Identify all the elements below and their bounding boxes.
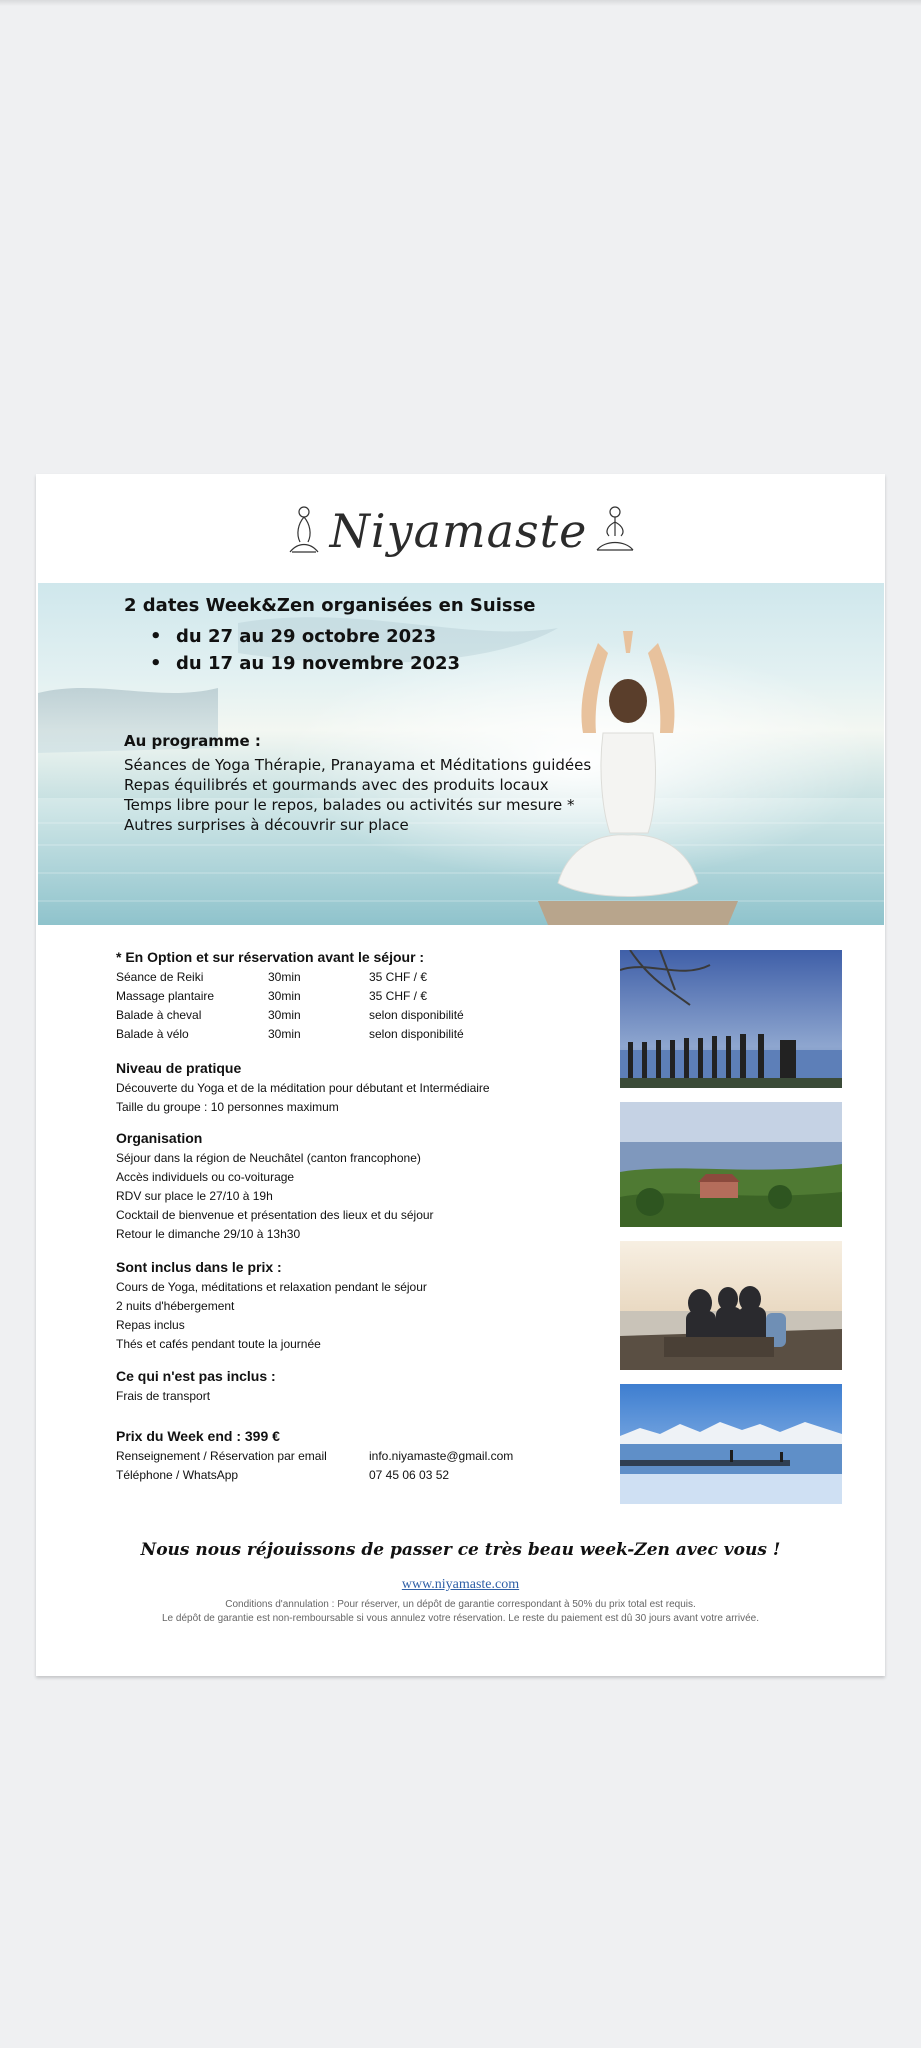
included-line: Repas inclus [116, 1318, 185, 1332]
organisation-section [116, 1129, 434, 1244]
top-shadow [0, 0, 921, 6]
photo-group-yoga [620, 950, 842, 1088]
option-name: Balade à vélo [116, 1027, 189, 1041]
photo-group-sunset [620, 1241, 842, 1370]
options-section [116, 948, 464, 1044]
included-section [116, 1258, 427, 1354]
level-title: Niveau de pratique [116, 1060, 242, 1076]
options-title: * En Option et sur réservation avant le séjour : [116, 949, 425, 965]
date-item: • du 17 au 19 novembre 2023 [124, 650, 591, 677]
option-row [116, 968, 464, 987]
website [36, 1577, 885, 1593]
program-item: Séances de Yoga Thérapie, Pranayama et Méditations guidées [124, 756, 592, 774]
date-item: • du 27 au 29 octobre 2023 [124, 623, 591, 650]
included-line: Cours de Yoga, méditations et relaxation pendant le séjour [116, 1280, 427, 1294]
level-line: Taille du groupe : 10 personnes maximum [116, 1100, 339, 1114]
option-row [116, 987, 464, 1006]
option-name: Séance de Reiki [116, 970, 204, 984]
contact-row [116, 1447, 513, 1466]
flyer-page [36, 474, 885, 1676]
option-price: 35 CHF / € [369, 970, 428, 984]
not-included-line: Frais de transport [116, 1389, 211, 1403]
option-duration: 30min [268, 989, 301, 1003]
website-link[interactable]: www.niyamaste.com [401, 1577, 520, 1592]
organisation-line: Accès individuels ou co-voiturage [116, 1170, 295, 1184]
date-list [124, 623, 591, 677]
fine-print-line: Le dépôt de garantie est non-remboursable si vous annulez votre réservation. Le reste du paiement est dû 30 jours avant votre arrivée. [161, 1613, 760, 1624]
contact-row [116, 1466, 513, 1485]
photo-landscape-neuchatel [620, 1102, 842, 1227]
program-item: Repas équilibrés et gourmands avec des produits locaux [124, 776, 549, 794]
option-duration: 30min [268, 1008, 301, 1022]
closing-message: Nous nous réjouissons de passer ce très beau week-Zen avec vous ! [140, 1540, 781, 1560]
price-section [116, 1427, 513, 1485]
contact-email[interactable]: info.niyamaste@gmail.com [369, 1449, 514, 1463]
organisation-line: Séjour dans la région de Neuchâtel (canton francophone) [116, 1151, 421, 1165]
included-title: Sont inclus dans le prix : [116, 1259, 282, 1275]
contact-phone[interactable]: 07 45 06 03 52 [369, 1468, 450, 1482]
contact-label: Renseignement / Réservation par email [116, 1449, 327, 1463]
program-title: Au programme : [124, 732, 261, 750]
hero-text [124, 593, 591, 835]
not-included-title: Ce qui n'est pas inclus : [116, 1368, 276, 1384]
level-section [116, 1059, 490, 1117]
option-duration: 30min [268, 970, 301, 984]
organisation-line: Retour le dimanche 29/10 à 13h30 [116, 1227, 301, 1241]
program-item: Autres surprises à découvrir sur place [124, 816, 409, 834]
organisation-line: RDV sur place le 27/10 à 19h [116, 1189, 273, 1203]
organisation-line: Cocktail de bienvenue et présentation des lieux et du séjour [116, 1208, 434, 1222]
option-row [116, 1006, 464, 1025]
organisation-title: Organisation [116, 1130, 203, 1146]
hero-title: 2 dates Week&Zen organisées en Suisse [124, 595, 536, 616]
option-duration: 30min [268, 1027, 301, 1041]
option-price: selon disponibilité [369, 1027, 464, 1041]
option-name: Balade à cheval [116, 1008, 202, 1022]
included-line: 2 nuits d'hébergement [116, 1299, 235, 1313]
included-line: Thés et cafés pendant toute la journée [116, 1337, 321, 1351]
level-line: Découverte du Yoga et de la méditation pour débutant et Intermédiaire [116, 1081, 490, 1095]
fine-print-line: Conditions d'annulation : Pour réserver, un dépôt de garantie correspondant à 50% du prix total est requis. [225, 1599, 696, 1610]
photo-lake-mountains [620, 1384, 842, 1504]
contact-label: Téléphone / WhatsApp [116, 1468, 239, 1482]
meditating-figure-right-icon [593, 502, 637, 560]
seated-figure-left-icon [284, 502, 324, 560]
option-row [116, 1025, 464, 1044]
not-included-section [116, 1367, 276, 1406]
option-name: Massage plantaire [116, 989, 215, 1003]
logo-text: Niyamaste [329, 504, 588, 558]
hero-banner [38, 583, 884, 925]
price-title: Prix du Week end : 399 € [116, 1428, 280, 1444]
option-price: 35 CHF / € [369, 989, 428, 1003]
program-item: Temps libre pour le repos, balades ou activités sur mesure * [124, 796, 575, 814]
option-price: selon disponibilité [369, 1008, 464, 1022]
logo [36, 496, 885, 566]
